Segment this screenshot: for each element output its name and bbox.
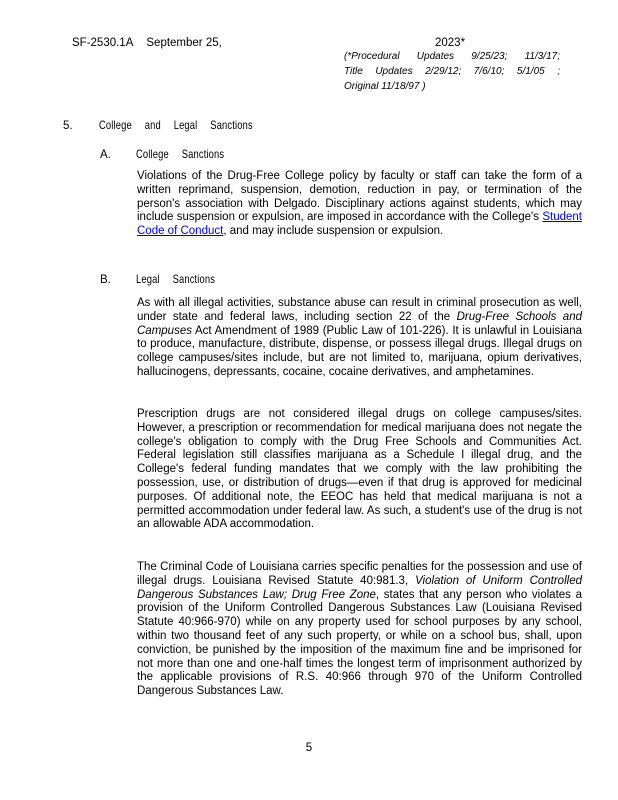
text-run: As with all illegal activities, substance abuse can result in criminal prosecution as well, under state and federal laws, including section 22 of the — [137, 297, 582, 323]
text-run: The Criminal Code of Louisiana carries specific penalties for the possession and use of illegal drugs. Louisiana Revised Statute 40:981.3, — [137, 561, 582, 587]
text-run: , and may include suspension or expulsion. — [223, 225, 444, 238]
subsection-b-label: B. — [100, 274, 111, 286]
text-run: Prescription drugs are not considered illegal drugs on college campuses/sites. However, a prescription or recommendation for medical marijuana does not negate the college's obligation to comply with the Drug Free Schools and Communities Act. Federal legislation still classifies marijuana as a Schedule I illegal drug, and the College's federal funding mandates that we comply with the law prohibiting the possession, use, or distribution of drugs—even if that drug is approved for medicinal purposes. Of additional note, the EEOC has held that medical marijuana is not a permitted accommodation under federal law. As such, a student's use of the drug is not an allowable ADA accommodation. — [137, 408, 582, 531]
paragraph-legal-sanctions-2 — [137, 408, 582, 532]
statute-title-italic: Violation of Uniform Controlled Dangerous Substances Law; Drug Free Zone — [137, 574, 582, 601]
paragraph-college-sanctions — [137, 170, 582, 239]
section-5-heading — [63, 118, 296, 132]
text-run: , states that any person who violates a provision of the Uniform Controlled Dangerous Substances Law (Louisiana Revised Statute 40:966-970) while on any property used for school purposes by any school, within two thousand feet of any such property, or while on a school bus, shall, upon conviction, be punished by the imposition of the maximum fine and be imprisoned for not more than one and one-half times the longest term of imprisonment authorized by the applicable provisions of R.S. 40:966 through 970 of the Uniform Controlled Dangerous Substances Law. — [137, 588, 583, 698]
revision-line-1: (*Procedural Updates 9/25/23; 11/3/17; — [344, 51, 560, 62]
text-run: Violations of the Drug-Free College policy by faculty or staff can take the form of a written reprimand, suspension, demotion, reduction in pay, or termination of the person's association with Delgado. Disciplinary actions against students, which may include suspension or expulsion, are imposed in accordance with the College's — [137, 170, 582, 224]
page-number: 5 — [305, 742, 313, 754]
subsection-b-heading — [100, 272, 237, 286]
document-header — [72, 37, 222, 49]
paragraph-legal-sanctions-1 — [137, 297, 582, 380]
subsection-a-heading — [100, 147, 249, 161]
subsection-a-title: College Sanctions — [136, 147, 225, 161]
document-year: 2023* — [435, 37, 466, 49]
document-date: September 25, — [146, 37, 222, 49]
revision-line-3: Original 11/18/97 ) — [344, 81, 426, 92]
document-id: SF-2530.1A — [72, 37, 134, 49]
subsection-a-label: A. — [100, 149, 111, 161]
subsection-b-title: Legal Sanctions — [136, 272, 216, 286]
statute-title-italic: Drug-Free Schools and Campuses — [137, 310, 582, 337]
section-title: College and Legal Sanctions — [99, 118, 253, 132]
student-code-of-conduct-link[interactable]: Student Code of Conduct — [137, 211, 582, 238]
revision-line-2: Title Updates 2/29/12; 7/6/10; 5/1/05 ; — [344, 66, 560, 77]
paragraph-legal-sanctions-3 — [137, 561, 582, 699]
text-run: Act Amendment of 1989 (Public Law of 101-226). It is unlawful in Louisiana to produce, manufacture, distribute, dispense, or possess illegal drugs. Illegal drugs on college campuses/sites include, but are not limited to, marijuana, opium derivatives, hallucinogens, depressants, cocaine, cocaine derivatives, and amphetamines. — [137, 324, 582, 378]
revision-history — [344, 49, 560, 94]
section-number: 5. — [63, 120, 73, 132]
